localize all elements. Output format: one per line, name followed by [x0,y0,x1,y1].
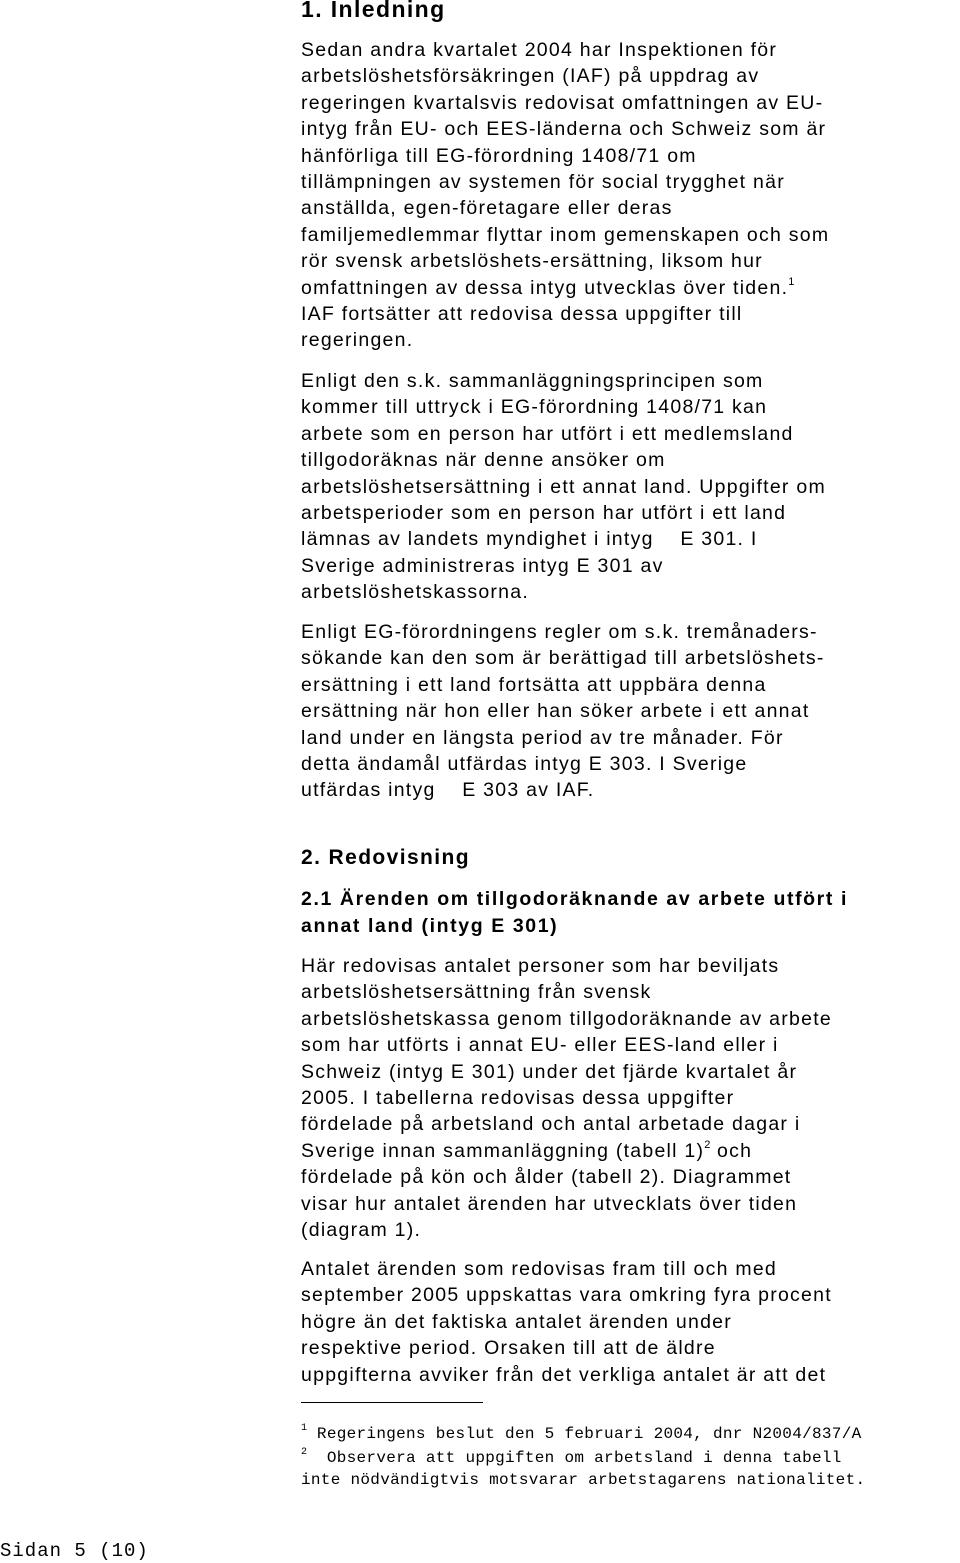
subheading-line: 2.1 Ärenden om tillgodoräknande av arbete utfört i [301,888,848,910]
text-line: arbetslöshetsförsäkringen (IAF) på uppdrag av [301,65,760,88]
text-line: detta ändamål utfärdas intyg E 303. I Sverige [301,753,748,776]
footnote-text: Observera att uppgiften om arbetsland i denna tabell [307,1449,842,1467]
intro-paragraph-2 [301,368,826,606]
text-line: högre än det faktiska antalet ärenden under [301,1310,733,1333]
text-line [301,1138,832,1164]
text-line: familjemedlemmar flyttar inom gemenskapen och som [301,223,830,246]
intro-paragraph-3 [301,619,825,804]
text-segment: Sverige innan sammanläggning (tabell 1) [301,1139,705,1162]
text-line: tillgodoräknas när denne ansöker om [301,449,666,472]
text-line: Enligt den s.k. sammanläggningsprincipen som [301,370,764,392]
text-segment: omfattningen av dessa intyg utvecklas över tiden. [301,276,789,299]
text-line: arbetslöshetskassorna. [301,581,530,604]
redovisning-paragraph-1 [301,953,832,1243]
footnote-text: inte nödvändigtvis motsvarar arbetstagarens nationalitet. [301,1471,866,1489]
text-line: fördelade på arbetsland och antal arbetade dagar i [301,1113,801,1136]
text-line: ersättning i ett land fortsätta att uppbära denna [301,673,767,696]
text-line: september 2005 uppskattas vara omkring fyra procent [301,1284,832,1307]
subheading-line: annat land (intyg E 301) [301,915,559,937]
redovisning-paragraph-2 [301,1256,832,1388]
section-2-heading: 2. Redovisning [301,846,470,869]
text-line: regeringen kvartalsvis redovisat omfattningen av EU- [301,91,824,114]
footnote-ref-1[interactable]: 1 [788,275,795,288]
footnote-marker: 1 [301,1423,308,1434]
text-line [301,275,829,301]
text-line: Här redovisas antalet personer som har beviljats [301,955,780,977]
text-line: Schweiz (intyg E 301) under det fjärde kvartalet år [301,1060,798,1083]
text-line: arbetsperioder som en person har utfört i ett land [301,502,787,525]
footnote-2 [301,1447,865,1491]
text-line: kommer till uttryck i EG-förordning 1408/71 kan [301,396,768,419]
footnote-marker: 2 [301,1447,308,1458]
text-line: arbetslöshetsersättning från svensk [301,981,652,1004]
text-line: intyg från EU- och EES-länderna och Schweiz som är [301,118,827,141]
text-line: utfärdas intyg E 303 av IAF. [301,779,595,802]
text-line: Enligt EG-förordningens regler om s.k. tremånaders- [301,621,818,643]
text-segment: och [710,1139,753,1162]
text-line: respektive period. Orsaken till att de äldre [301,1337,716,1360]
text-line: arbetslöshetskassa genom tillgodoräknande av arbete [301,1007,832,1030]
text-line: fördelade på kön och ålder (tabell 2). Diagrammet [301,1166,792,1189]
text-line: land under en längsta period av tre månader. För [301,726,784,749]
text-line: Antalet ärenden som redovisas fram till och med [301,1258,778,1280]
text-line: 2005. I tabellerna redovisas dessa uppgifter [301,1087,735,1110]
page-number: Sidan 5 (10) [0,1540,149,1562]
text-line: uppgifterna avviker från det verkliga antalet är att det [301,1363,827,1386]
text-line: tillämpningen av systemen för social trygghet när [301,171,785,194]
text-line: visar hur antalet ärenden har utvecklats över tiden [301,1192,798,1215]
footnote-1 [301,1423,862,1445]
text-line: arbete som en person har utfört i ett medlemsland [301,422,794,445]
text-line: regeringen. [301,329,414,352]
text-line: som har utförts i annat EU- eller EES-land eller i [301,1034,779,1057]
text-line: rör svensk arbetslöshets-ersättning, liksom hur [301,250,763,273]
text-line: hänförliga till EG-förordning 1408/71 om [301,144,697,167]
footnote-ref-2[interactable]: 2 [704,1138,711,1151]
section-1-heading: 1. Inledning [301,0,446,22]
section-2-1-subheading [301,886,848,940]
text-line: Sedan andra kvartalet 2004 har Inspektionen för [301,39,778,61]
text-line: (diagram 1). [301,1219,422,1242]
text-line: Sverige administreras intyg E 301 av [301,554,664,577]
text-line: arbetslöshetsersättning i ett annat land. Uppgifter om [301,475,826,498]
text-line: IAF fortsätter att redovisa dessa uppgifter till [301,303,743,326]
text-line: sökande kan den som är berättigad till arbetslöshets- [301,647,825,670]
text-line: anställda, egen-företagare eller deras [301,197,673,220]
text-line: ersättning när hon eller han söker arbete i ett annat [301,700,810,723]
footnote-separator [301,1402,483,1403]
footnote-text: Regeringens beslut den 5 februari 2004, dnr N2004/837/A [307,1425,862,1443]
intro-paragraph-1 [301,37,829,354]
text-line: lämnas av landets myndighet i intyg E 301. I [301,528,758,551]
